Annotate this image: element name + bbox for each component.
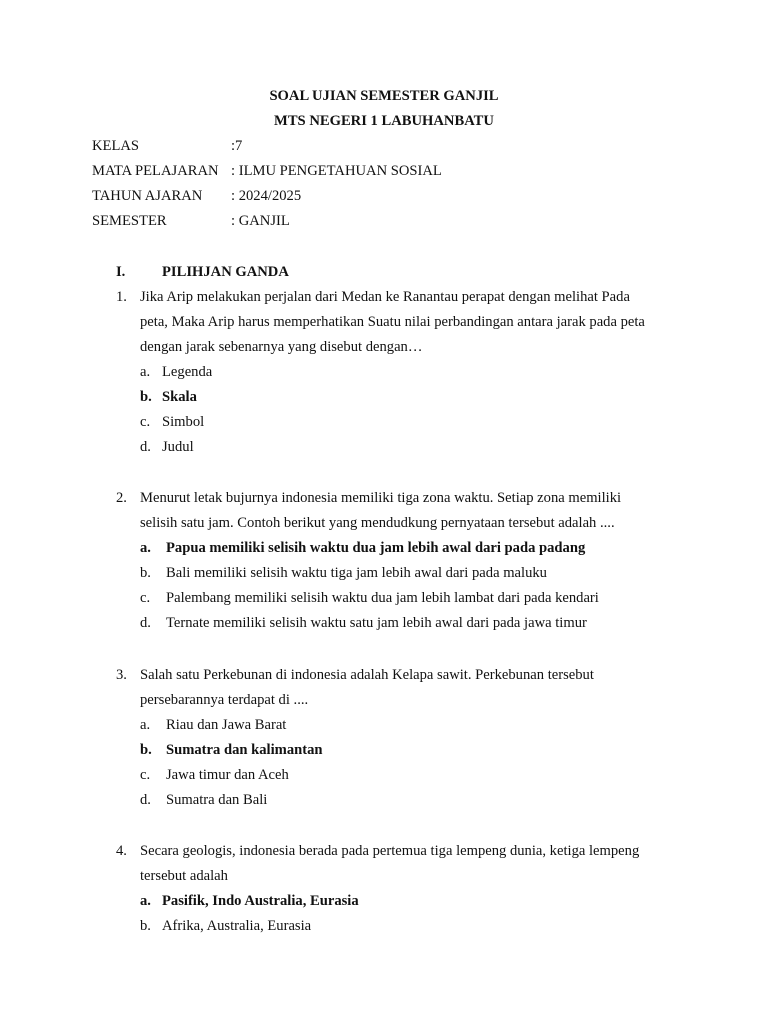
option-letter: d.	[140, 439, 151, 455]
question-text: Secara geologis, indonesia berada pada pertemua tiga lempeng dunia, ketiga lempeng	[140, 843, 640, 859]
info-row-subject	[92, 163, 442, 188]
info-row-year	[92, 188, 442, 213]
option-d	[116, 615, 686, 640]
option-d	[116, 792, 686, 817]
option-text: Jawa timur dan Aceh	[166, 767, 289, 783]
option-text: Papua memiliki selisih waktu dua jam lebih awal dari pada padang	[166, 540, 586, 556]
option-letter: c.	[140, 590, 151, 606]
info-value: : GANJIL	[231, 213, 290, 229]
option-text: Afrika, Australia, Eurasia	[162, 918, 312, 934]
option-letter: a.	[140, 540, 151, 556]
option-text: Legenda	[162, 364, 213, 380]
question-text: dengan jarak sebenarnya yang disebut dengan…	[140, 339, 423, 355]
option-a-answer	[116, 540, 686, 565]
option-b-answer	[116, 742, 686, 767]
info-value: :7	[231, 138, 243, 154]
option-text: Simbol	[162, 414, 205, 430]
section-heading	[116, 264, 289, 281]
option-text: Sumatra dan kalimantan	[166, 742, 323, 758]
question-text: tersebut adalah	[140, 868, 228, 884]
question-number: 3.	[116, 667, 127, 683]
question-2	[116, 490, 686, 640]
option-b	[116, 918, 686, 943]
option-d	[116, 439, 686, 464]
question-text: persebarannya terdapat di ....	[140, 692, 309, 708]
question-number: 4.	[116, 843, 127, 859]
info-label: KELAS	[92, 138, 140, 154]
option-letter: c.	[140, 767, 151, 783]
question-text: Salah satu Perkebunan di indonesia adalah Kelapa sawit. Perkebunan tersebut	[140, 667, 594, 683]
option-letter: b.	[140, 389, 152, 405]
option-letter: c.	[140, 414, 151, 430]
option-letter: b.	[140, 742, 152, 758]
option-text: Bali memiliki selisih waktu tiga jam lebih awal dari pada maluku	[166, 565, 547, 581]
option-letter: b.	[140, 918, 151, 934]
info-row-class	[92, 138, 442, 163]
option-text: Ternate memiliki selisih waktu satu jam lebih awal dari pada jawa timur	[166, 615, 587, 631]
option-text: Judul	[162, 439, 194, 455]
option-c	[116, 590, 686, 615]
question-4	[116, 843, 686, 943]
info-label: TAHUN AJARAN	[92, 188, 203, 204]
option-text: Palembang memiliki selisih waktu dua jam lebih lambat dari pada kendari	[166, 590, 599, 606]
option-c	[116, 767, 686, 792]
option-letter: a.	[140, 893, 151, 909]
section-number: I.	[116, 264, 126, 280]
option-letter: d.	[140, 792, 151, 808]
option-b-answer	[116, 389, 686, 414]
option-letter: b.	[140, 565, 151, 581]
info-value: : 2024/2025	[231, 188, 302, 204]
school-name: MTS NEGERI 1 LABUHANBATU	[274, 113, 494, 129]
exam-title: SOAL UJIAN SEMESTER GANJIL	[269, 88, 499, 104]
question-3	[116, 667, 686, 817]
question-text: Menurut letak bujurnya indonesia memiliki tiga zona waktu. Setiap zona memiliki	[140, 490, 622, 506]
question-text: peta, Maka Arip harus memperhatikan Suatu nilai perbandingan antara jarak pada peta	[140, 314, 645, 330]
exam-info	[92, 138, 442, 238]
option-letter: a.	[140, 364, 151, 380]
question-text: Jika Arip melakukan perjalan dari Medan ke Ranantau perapat dengan melihat Pada	[140, 289, 630, 305]
question-number: 1.	[116, 289, 127, 305]
info-value: : ILMU PENGETAHUAN SOSIAL	[231, 163, 442, 179]
option-text: Skala	[162, 389, 197, 405]
option-letter: a.	[140, 717, 151, 733]
option-a	[116, 364, 686, 389]
question-number: 2.	[116, 490, 127, 506]
option-a	[116, 717, 686, 742]
section-title: PILIHJAN GANDA	[162, 264, 289, 280]
option-a-answer	[116, 893, 686, 918]
option-b	[116, 565, 686, 590]
option-text: Riau dan Jawa Barat	[166, 717, 287, 733]
question-text: selisih satu jam. Contoh berikut yang mendudkung pernyataan tersebut adalah ....	[140, 515, 615, 531]
option-c	[116, 414, 686, 439]
option-text: Sumatra dan Bali	[166, 792, 268, 808]
question-1	[116, 289, 686, 464]
info-label: MATA PELAJARAN	[92, 163, 219, 179]
info-label: SEMESTER	[92, 213, 167, 229]
option-letter: d.	[140, 615, 151, 631]
info-row-semester	[92, 213, 442, 238]
option-text: Pasifik, Indo Australia, Eurasia	[162, 893, 359, 909]
